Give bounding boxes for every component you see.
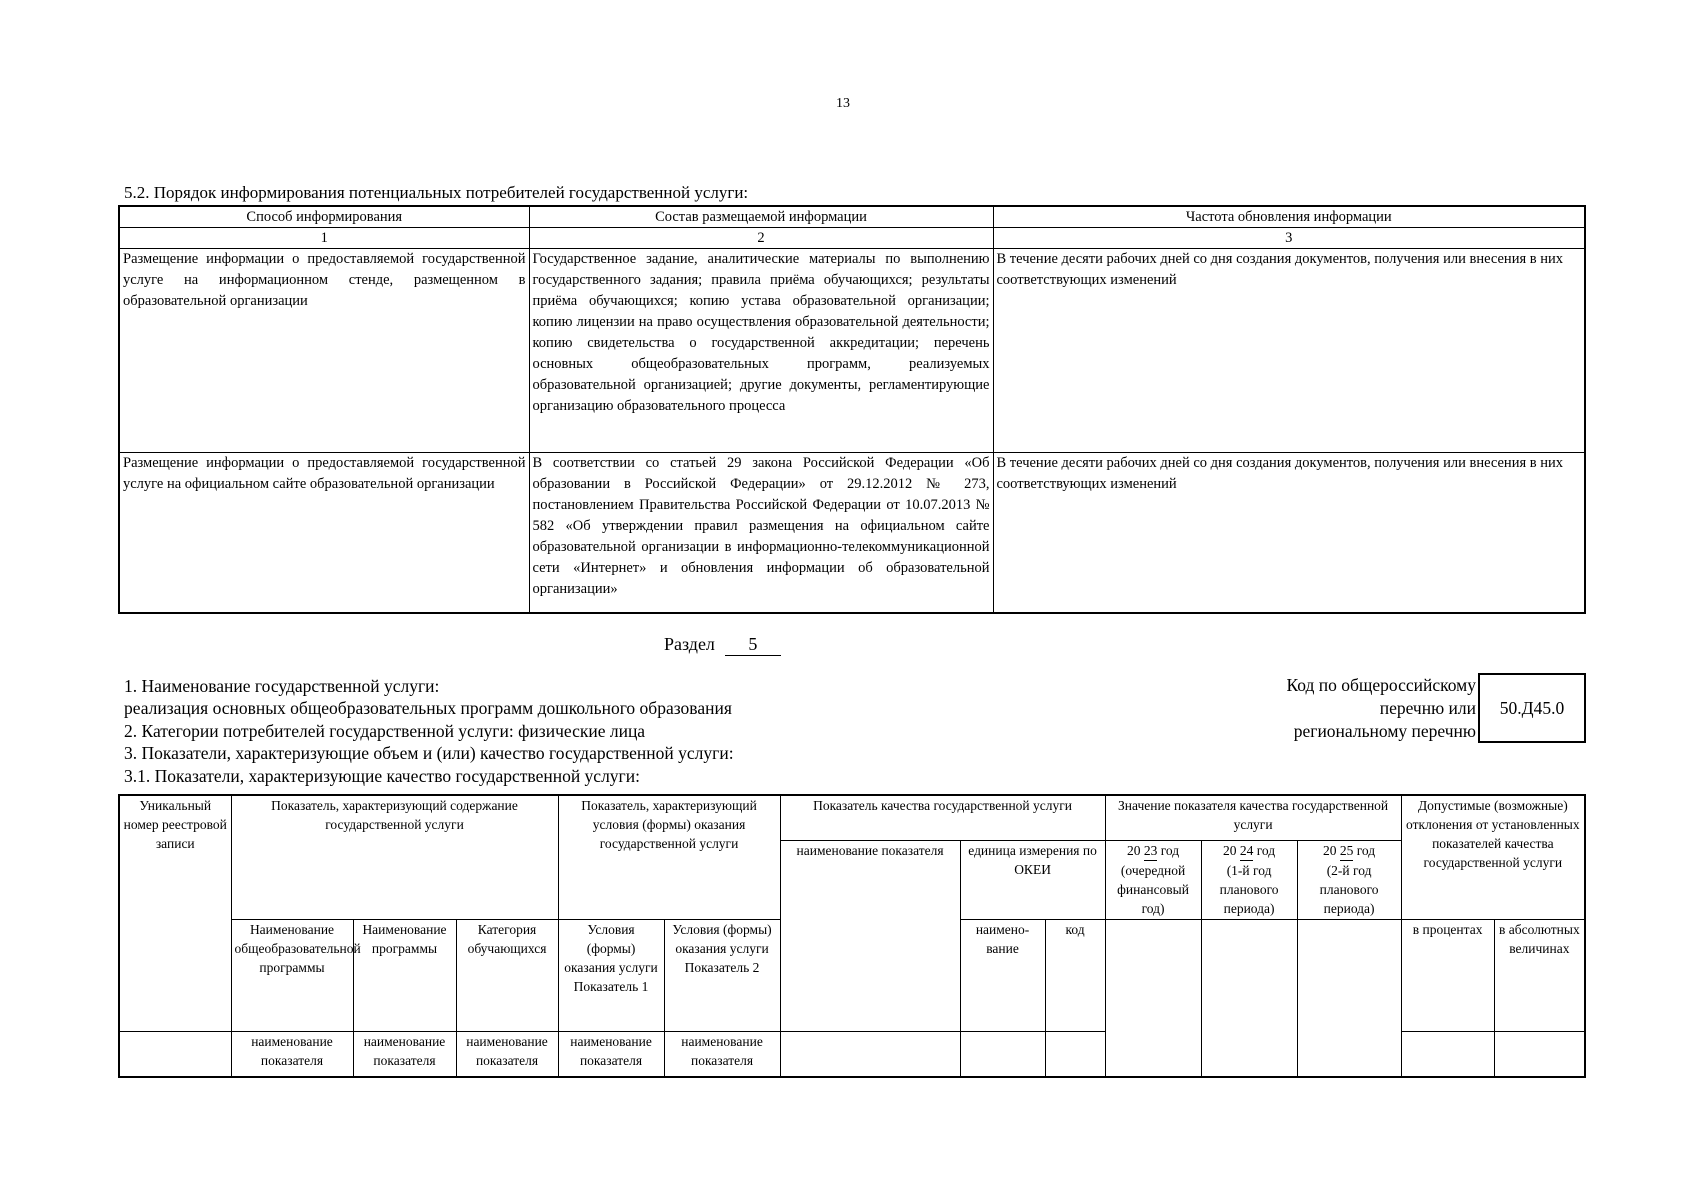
column-number: 3 [993,228,1585,249]
service-name: реализация основных общеобразовательных программ дошкольного образования [124,698,732,718]
consumer-categories: 2. Категории потребителей государственной услуги: физические лица [124,721,646,741]
column-header: Частота обновления информации [993,206,1585,228]
section-label: Раздел [664,634,715,654]
table-row [119,453,1585,613]
year-header [1297,840,1401,919]
content-indicator-header: Показатель, характеризующий содержание государственной услуги [231,795,558,919]
table-row [119,249,1585,453]
category-header: Категория обучающихся [456,919,558,1031]
indicator-label: наименование показателя [664,1031,780,1077]
empty-cell [119,1031,231,1077]
info-method: Размещение информации о предоставляемой государственной услуге на официальном сайте образовательной организации [119,453,529,613]
year-value: 25 [1340,841,1354,861]
year-word: год [1256,842,1276,858]
year-1-value [1105,919,1201,1077]
year-note: (очередной финансовый год) [1117,862,1189,916]
service-code-box: 50.Д45.0 [1478,673,1586,743]
year-header [1201,840,1297,919]
column-number: 2 [529,228,993,249]
info-method: Размещение информации о предоставляемой государственной услуге на информационном стенде, размещенном в образовательной организации [119,249,529,453]
year-word: год [1356,842,1376,858]
deviations-header: Допустимые (возможные) отклонения от установленных показателей качества государственной услуги [1401,795,1585,919]
page-number: 13 [836,96,850,111]
section-5-2-heading: 5.2. Порядок информирования потенциальных потребителей государственной услуги: [124,183,749,202]
info-frequency: В течение десяти рабочих дней со дня создания документов, получения или внесения в них соответствующих изменений [993,453,1585,613]
code-label-line: Код по общероссийскому [1286,675,1476,695]
year-header [1105,840,1201,919]
year-prefix: 20 [1126,842,1141,858]
quality-indicators-table [118,794,1586,1078]
column-header: Способ информирования [119,206,529,228]
year-prefix: 20 [1322,842,1337,858]
indicator-value [780,1031,960,1077]
unit-header: единица измерения по ОКЕИ [960,840,1105,919]
info-content: Государственное задание, аналитические материалы по выполнению государственного задания; правила приёма обучающихся; результаты приёма обучающихся; копию устава образовательной организации; копию лицензии на право осуществления образовательной деятельности; копию свидетельства о государственной аккредитации; перечень основных общеобразовательных программ, реализуемых образовательной организацией; другие документы, регламентирующие организацию образовательного процесса [529,249,993,453]
unit-code-value [1045,1031,1105,1077]
quality-value-header: Значение показателя качества государственной услуги [1105,795,1401,840]
unique-number-header: Уникальный номер реестровой записи [119,795,231,1031]
program-name-header: Наименование общеобразовательной программы [231,919,353,1031]
indicator-label: наименование показателя [456,1031,558,1077]
service-name-heading: 1. Наименование государственной услуги: [124,676,440,696]
program-header: Наименование программы [353,919,456,1031]
year-note: (1-й год планового периода) [1219,862,1279,916]
table-header-row [119,795,1585,840]
column-header: Состав размещаемой информации [529,206,993,228]
absolute-value [1494,1031,1585,1077]
unit-code-header: код [1045,919,1105,1031]
section-title [664,634,781,656]
unit-name-value [960,1031,1045,1077]
info-frequency: В течение десяти рабочих дней со дня создания документов, получения или внесения в них соответствующих изменений [993,249,1585,453]
information-order-table [118,205,1586,614]
year-value: 24 [1240,841,1254,861]
percent-value [1401,1031,1494,1077]
conditions-indicator-header: Показатель, характеризующий условия (формы) оказания государственной услуги [558,795,780,919]
quality-indicator-header: Показатель качества государственной услуги [780,795,1105,840]
indicators-heading: 3. Показатели, характеризующие объем и (или) качество государственной услуги: [124,743,734,763]
quality-indicators-heading: 3.1. Показатели, характеризующие качество государственной услуги: [124,766,640,786]
condition-2-header: Условия (формы) оказания услуги Показатель 2 [664,919,780,1031]
info-content: В соответствии со статьей 29 закона Российской Федерации «Об образовании в Российской Федерации» от 29.12.2012 № 273, постановлением Правительства Российской Федерации от 10.07.2013 № 582 «Об утверждении правил размещения на официальном сайте образовательной организации в информационно-телекоммуникационной сети «Интернет» и обновления информации об образовательной организации» [529,453,993,613]
indicator-label: наименование показателя [231,1031,353,1077]
table-header-row [119,206,1585,228]
code-label-line: перечню или [1379,698,1476,718]
year-value: 23 [1144,841,1158,861]
column-numbers-row [119,228,1585,249]
year-3-value [1297,919,1401,1077]
unit-name-header: наимено-вание [960,919,1045,1031]
code-label-line: региональному перечню [1293,721,1476,741]
column-number: 1 [119,228,529,249]
year-word: год [1160,842,1180,858]
year-note: (2-й год планового периода) [1319,862,1379,916]
year-prefix: 20 [1222,842,1237,858]
indicator-name-header: наименование показателя [780,840,960,1031]
section-number: 5 [725,634,781,656]
indicator-label: наименование показателя [353,1031,456,1077]
code-label [1286,674,1476,743]
indicator-label: наименование показателя [558,1031,664,1077]
absolute-header: в абсолютных величинах [1494,919,1585,1031]
percent-header: в процентах [1401,919,1494,1031]
condition-1-header: Условия (формы) оказания услуги Показатель 1 [558,919,664,1031]
year-2-value [1201,919,1297,1077]
